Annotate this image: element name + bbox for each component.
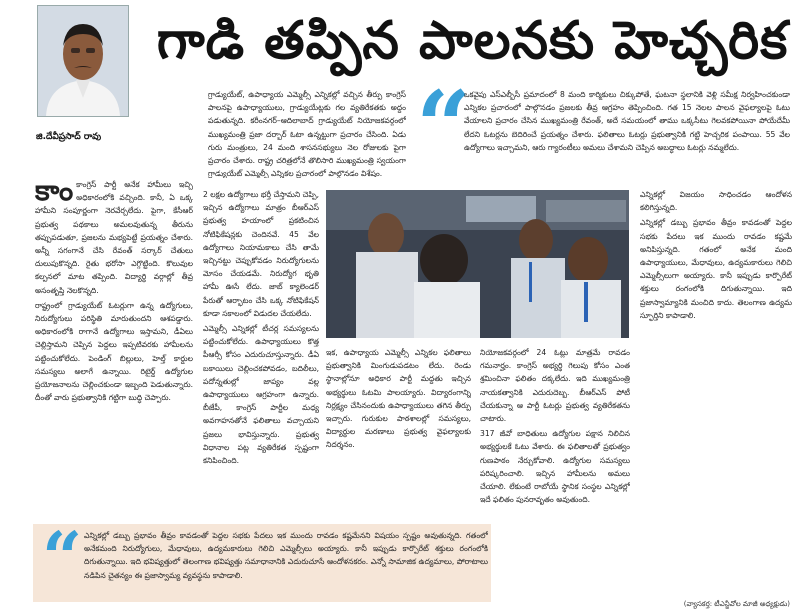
pull-quote-left bbox=[208, 88, 406, 178]
author-name: జి.దేవీప్రసాద్ రావు bbox=[36, 132, 102, 142]
column-3-para-1: ఇక, ఉపాధ్యాయ ఎమ్మెల్సీ ఎన్నికల ఫలితాలు ప్రభుత్వానికి మింగుడుపడటం లేదు. రెండు స్థానాల్లోనూ అధికార పార్టీ మద్దతు ఇచ్చిన అభ్యర్థులు ఓటమి పాలయ్యారు. విద్యారంగాన్ని నిర్లక్ష్యం చేసినందుకు ఉపాధ్యాయులు తగిన తీర్పు ఇచ్చారు. గురుకుల పాఠశాలల్లో సమస్యలు, విద్యార్థుల మరణాలు ప్రభుత్వ వైఫల్యాలకు నిదర్శనం. bbox=[326, 348, 471, 450]
author-credit: (వ్యాసకర్త: టీఎన్జీవోల మాజీ అధ్యక్షుడు) bbox=[683, 600, 790, 608]
column-2-para-1: 2 లక్షల ఉద్యోగాలు భర్తీ చేస్తామని చెప్పి, ఇచ్చిన ఉద్యోగాలు మాత్రం బీఆర్ఎస్ ప్రభుత్వ హయాంలో ప్రకటించిన నోటిఫికేషన్లకు చెందినవే. 45 వేల ఉద్యోగాలు నియామకాలు చేసి తామే ఇచ్చినట్టు చెప్పుకోవడం నిరుద్యోగులను మోసం చేయడమే. నిరుద్యోగ భృతి హామీ ఊసే లేదు. జాబ్ క్యాలెండర్ పేరుతో ఆర్భాటం చేసి ఒక్క నోటిఫికేషన్ కూడా సకాలంలో విడుదల చేయలేదు. bbox=[203, 190, 319, 318]
column-5-para-1: ఎన్నికల్లో విజయం సాధించడం ఆందోళన కలిగిస్తున్నది. bbox=[640, 190, 792, 213]
caption-quote-icon: “ bbox=[42, 516, 83, 599]
column-2-para-2: ఎమ్మెల్సీ ఎన్నికల్లో టీచర్ల సమస్యలను పట్టించుకోలేదు. ఉపాధ్యాయులు కొత్త పీఆర్సీ కోసం ఎదురుచూస్తున్నారు. డీఏ బకాయిలు చెల్లించకపోవడం, బదిలీలు, పదోన్నతుల్లో జాప్యం వల్ల ఉపాధ్యాయులు ఆగ్రహంగా ఉన్నారు. బీజేపీ, కాంగ్రెస్ పార్టీల మధ్య అవగాహనతోనే ఫలితాలు వచ్చాయని ప్రజలు భావిస్తున్నారు. ప్రభుత్వ విధానాల పట్ల వ్యతిరేకత స్పష్టంగా కనిపించింది. bbox=[203, 324, 319, 466]
highlight-text: ఎన్నికల్లో డబ్బు ప్రభావం తీవ్రం కావడంతో పెద్దల సభకు పేదలు ఇక ముందు రావడం కష్టమేనని విషయం స్పష్టం అవుతున్నది. గతంలో అనేకమంది నిరుద్యోగులు, మేధావులు, ఉద్యమకారులు గెలిచి ఎమ్మెల్సీలు అయ్యారు. కానీ ఇప్పుడు కార్పొరేట్ శక్తులు రంగంలోకి దిగుతున్నాయి. ఇది భవిష్యత్తులో తెలంగాణ భవిష్యత్తు సమాధానానికి ఎదురుచూసే ఆందోళనకరం. ఎన్నో సామాజిక ఉద్యమాలు, పోరాటాలు నడిపిన చైతన్యం ఈ ప్రజాస్వామ్య వ్యవస్థను కాపాడాలి. bbox=[84, 531, 488, 580]
column-2 bbox=[203, 188, 319, 514]
column-4 bbox=[480, 346, 630, 604]
column-5-para-2: ఎన్నికల్లో డబ్బు ప్రభావం తీవ్రం కావడంతో పెద్దల సభకు పేదలు ఇక ముందు రావడం కష్టమే అనిపిస్తున్నది. గతంలో అనేక మంది ఉపాధ్యాయులు, మేధావులు, ఉద్యమకారులు గెలిచి ఎమ్మెల్సీలుగా అయ్యారు. కానీ ఇప్పుడు కార్పొరేట్ శక్తులు రంగంలోకి దిగుతున్నాయి. ఇది ప్రజాస్వామ్యానికి మంచిది కాదు. తెలంగాణ ఉద్యమ స్ఫూర్తిని కాపాడాలి. bbox=[640, 218, 792, 320]
pull-quote-right-text: ఒకవైపు ఎస్ఎల్బీసీ ప్రమాదంలో 8 మంది కార్మికులు చిక్కుపోతే, ఘటనా స్థలానికి వెళ్లి సమీక్ష నిర్వహించకుండా ఎన్నికల ప్రచారంలో పాల్గొనడం ప్రజలకు తీవ్ర ఆగ్రహం తెప్పించింది. గత 15 నెలల పాలన వైఫల్యాలపై ఓటు వేయాలని ప్రచారం చేసిన ముఖ్యమంత్రి రేవంత్, అదే సమయంలో తాము ఒక్కసీటు గెలవకపోయినా పోయేదేమీ లేదని ఓటర్లను బెదిరించే ప్రయత్నం చేశారు. ఫలితాలు ఓటర్లు ప్రభుత్వానికి గట్టి హెచ్చరిక పంపాయి. 55 వేల ఉద్యోగాలు ఇచ్చామని, ఆరు గ్యారంటీలు అమలు చేశామని చెప్పిన అబద్ధాలు ఓటర్లు నమ్మలేదు. bbox=[464, 90, 790, 152]
column-1-para-1: కాంకాంగ్రెస్ పార్టీ అనేక హామీలు ఇచ్చి అధికారంలోకి వచ్చింది. కానీ, ఏ ఒక్క హామీని సంపూర్ణంగా నెరవేర్చలేదు. పైగా, కేసీఆర్ ప్రభుత్వ పథకాలు అమలవుతున్న తీరును తప్పుపడుతూ, ప్రజలను మభ్యపెట్టే ప్రయత్నం చేశారు. అన్నీ సగంగానే చేసి రేవంత్ సర్కార్ చేతులు దులుపుకొన్నది. రైతు భరోసా ఎగ్గొట్టింది. కొలువుల కల్పనలో మాట తప్పింది. విద్యార్థి వర్గాల్లో తీవ్ర అసంతృప్తి నెలకొన్నది. bbox=[35, 178, 193, 295]
column-5 bbox=[640, 188, 792, 598]
pull-quote-left-text: గ్రాడ్యుయేట్, ఉపాధ్యాయ ఎమ్మెల్సీ ఎన్నికల్లో వచ్చిన తీర్పు కాంగ్రెస్ పాలనపై ఉపాధ్యాయులు, గ్రాడ్యుయేట్లకు గల వ్యతిరేకతకు అద్దం పడుతున్నది. కరీంనగర్–ఆదిలాబాద్ గ్రాడ్యుయేట్ నియోజకవర్గంలో ముఖ్యమంత్రి ప్రజా దర్బార్ ఓటా ఉన్నట్టుగా ప్రచారం చేసింది. ఏడు గురు మంత్రులు, 24 మంది శాసనసభ్యులు నెల రోజులకు పైగా ప్రచారం చేశారు. రాష్ట్ర చరిత్రలోనే తొలిసారి ముఖ్యమంత్రి స్వయంగా గ్రాడ్యుయేట్ ఎమ్మెల్సీ ఎన్నికల ప్రచారంలో పాల్గొనడం విశేషం. bbox=[208, 90, 406, 178]
pull-quote-right bbox=[464, 88, 790, 180]
news-photo bbox=[326, 190, 629, 338]
column-4-para-1: నియోజకవర్గంలో 24 ఓట్లు మాత్రమే రావడం గమనార్హం. కాంగ్రెస్ అభ్యర్థి గెలుపు కోసం ఎంత శ్రమించినా ఫలితం దక్కలేదు. ఇది ముఖ్యమంత్రి నాయకత్వానికి ఎదురుదెబ్బ. బీఆర్ఎస్ పోటీ చేయకున్నా ఆ పార్టీ ఓటర్లు ప్రభుత్వ వ్యతిరేకతను చాటారు. bbox=[480, 348, 630, 424]
column-1 bbox=[35, 178, 193, 514]
headline: గాడి తప్పిన పాలనకు హెచ్చరిక bbox=[156, 11, 789, 71]
column-4-para-2: 317 జీవో బాధితులు ఉద్యోగుల పక్షాన నిలిచిన అభ్యర్థులకే ఓటు వేశారు. ఈ ఫలితాలతో ప్రభుత్వం గుణపాఠం నేర్చుకోవాలి. ఉద్యోగుల సమస్యలు పరిష్కరించాలి. ఇచ్చిన హామీలను అమలు చేయాలి. లేకుంటే రాబోయే స్థానిక సంస్థల ఎన్నికల్లో ఇదే ఫలితం పునరావృతం అవుతుంది. bbox=[480, 429, 630, 505]
column-3 bbox=[326, 346, 471, 514]
dropcap: కాం bbox=[35, 178, 74, 207]
author-photo bbox=[37, 5, 129, 117]
column-1-para-2: రాష్ట్రంలో గ్రాడ్యుయేట్ ఓటర్లుగా ఉన్న ఉద్యోగులు, నిరుద్యోగులు పరిస్థితి మారుతుందని ఆశపడ్డారు. అధికారంలోకి రాగానే ఉద్యోగాలు ఇస్తామని, డీఏలు చెల్లిస్తామని చెప్పిన పెద్దలు ఇప్పటివరకు హామీలను పట్టించుకోలేదు. పెండింగ్ బిల్లులు, హెల్త్ కార్డుల సమస్యలు అలాగే ఉన్నాయి. రిటైర్డ్ ఉద్యోగుల ప్రయోజనాలను చెల్లించకుండా ఇబ్బంది పెడుతున్నారు. దీంతో వారు ప్రభుత్వానికి గట్టిగా బుద్ధి చెప్పారు. bbox=[35, 300, 193, 403]
quote-mark-icon: “ bbox=[416, 70, 472, 183]
